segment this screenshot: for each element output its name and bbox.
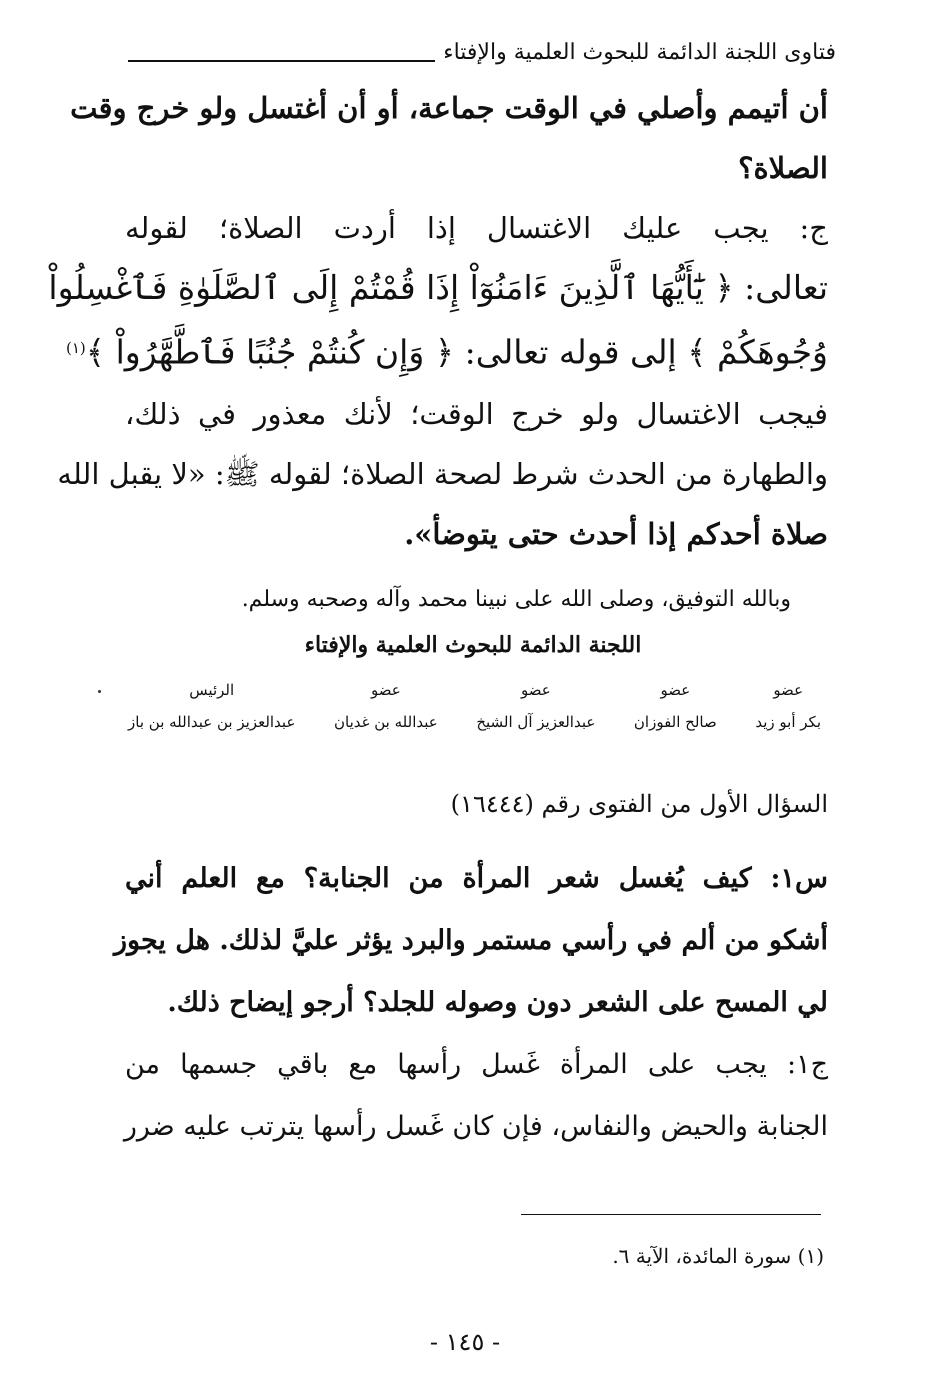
signature-name: بكر أبو زيد — [755, 713, 821, 731]
question-line-1: س١: كيف يُغسل شعر المرأة من الجنابة؟ مع العلم أني — [125, 863, 828, 894]
footnote-reference: (١) — [66, 339, 86, 357]
body-line-2: الصلاة؟ — [738, 151, 828, 185]
signature-name: عبدالعزيز آل الشيخ — [476, 713, 596, 731]
stray-mark — [98, 690, 101, 693]
signature-member-1 — [755, 676, 821, 740]
answer-line-2: الجنابة والحيض والنفاس، فإن كان غَسل رأسها يترتب عليه ضرر — [123, 1111, 828, 1142]
question-line-3: لي المسح على الشعر دون وصوله للجلد؟ أرجو إيضاح ذلك. — [167, 987, 828, 1018]
footnote: (١) سورة المائدة، الآية ٦. — [612, 1244, 824, 1268]
committee-name: اللجنة الدائمة للبحوث العلمية والإفتاء — [304, 632, 642, 658]
body-line-6: فيجب الاغتسال ولو خرج الوقت؛ لأنك معذور في ذلك، — [125, 396, 828, 431]
signature-member-2 — [634, 676, 717, 740]
quran-verse-text: وُجُوهَكُمْ ﴾ إلى قوله تعالى: ﴿ وَإِن كُنتُمْ جُنُبًا فَٱطَّهَّرُواْ ﴾ — [85, 332, 828, 372]
signature-role: عضو — [660, 681, 691, 699]
signature-role: عضو — [773, 681, 804, 699]
signature-role: الرئيس — [189, 681, 235, 699]
body-line-1: أن أتيمم وأصلي في الوقت جماعة، أو أن أغتسل ولو خرج وقت — [70, 91, 828, 125]
signature-member-3 — [476, 676, 595, 740]
closing-line: وبالله التوفيق، وصلى الله على نبينا محمد وآله وصحبه وسلم. — [241, 587, 791, 612]
footnote-divider — [521, 1214, 821, 1215]
body-line-3: ج: يجب عليك الاغتسال إذا أردت الصلاة؛ لقوله — [125, 211, 828, 245]
header-rule — [128, 60, 435, 62]
answer-line-1: ج١: يجب على المرأة غَسل رأسها مع باقي جسمها من — [125, 1049, 828, 1080]
hadith-line: صلاة أحدكم إذا أحدث حتى يتوضأ». — [404, 516, 828, 551]
signature-name: عبدالعزيز بن عبدالله بن باز — [128, 713, 296, 731]
signature-president — [128, 676, 295, 740]
signature-row — [128, 676, 821, 740]
signature-member-4 — [334, 676, 438, 740]
body-line-7: والطهارة من الحدث شرط لصحة الصلاة؛ لقوله ﷺ: «لا يقبل الله — [57, 456, 828, 491]
answer-text-block — [48, 78, 828, 564]
signature-name: عبدالله بن غديان — [334, 713, 438, 731]
signature-role: عضو — [371, 681, 401, 699]
fatwa-number: السؤال الأول من الفتوى رقم (١٦٤٤٤) — [450, 790, 828, 818]
question-answer-block — [113, 848, 828, 1158]
signature-role: عضو — [520, 681, 551, 699]
page-number: - ١٤٥ - — [429, 1328, 501, 1356]
signature-name: صالح الفوزان — [633, 713, 717, 731]
question-line-2: أشكو من ألم في رأسي مستمر والبرد يؤثر عليَّ لذلك. هل يجوز — [113, 925, 828, 956]
running-header — [128, 28, 836, 68]
quran-verse-line-2 — [66, 318, 828, 384]
header-title: فتاوى اللجنة الدائمة للبحوث العلمية والإفتاء — [443, 40, 836, 65]
quran-verse-line-1: تعالى: ﴿ يَٰٓأَيُّهَا ٱلَّذِينَ ءَامَنُوٓاْ إِذَا قُمْتُمْ إِلَى ٱلصَّلَوٰةِ فَٱغْسِلُواْ — [48, 268, 828, 307]
